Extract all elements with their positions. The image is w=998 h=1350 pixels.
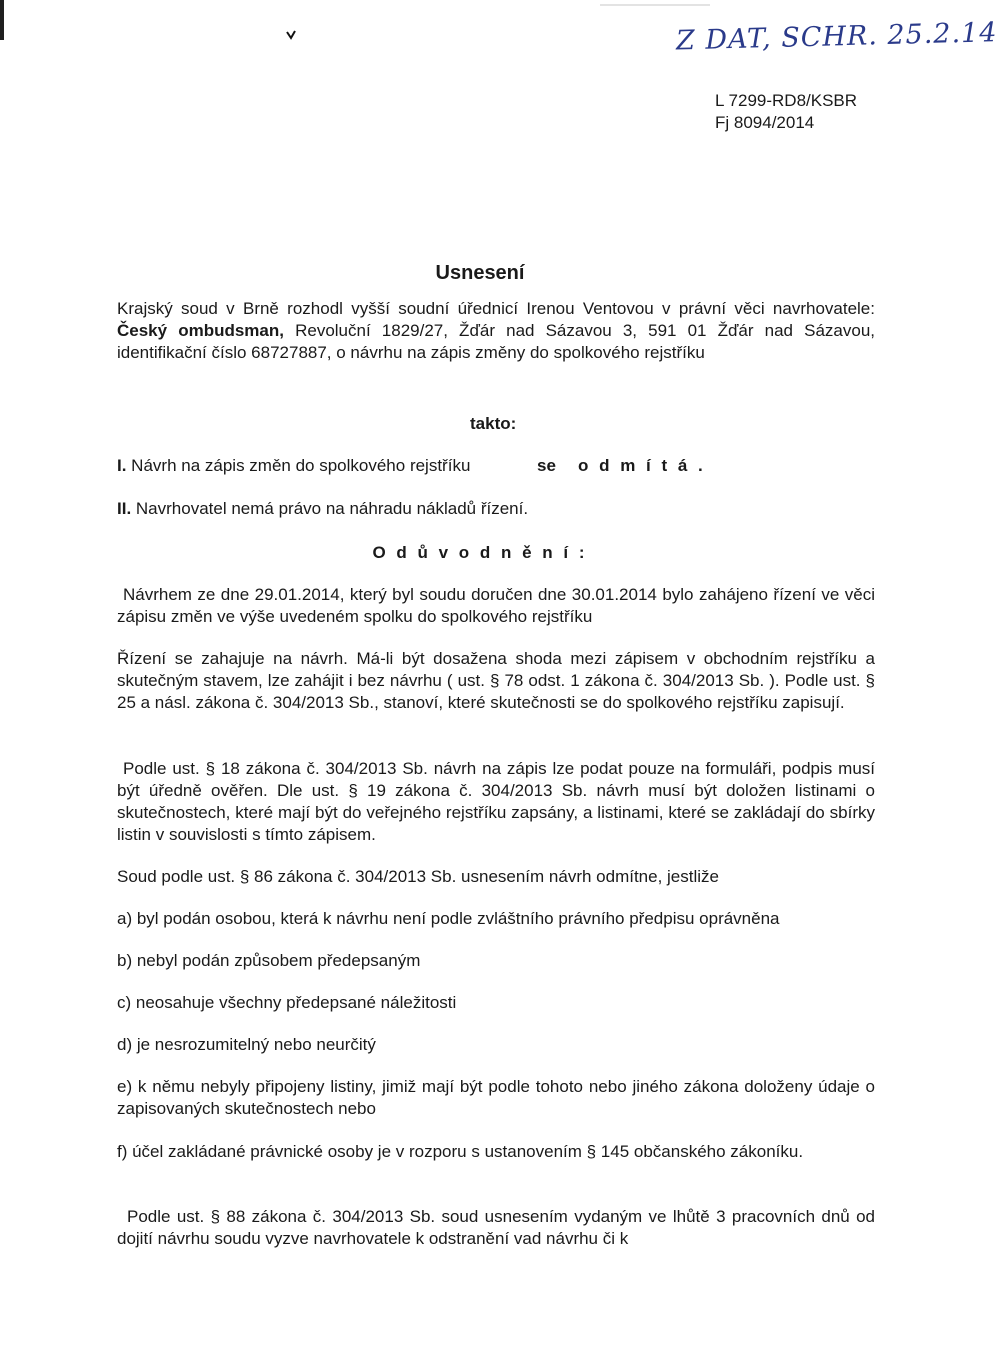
intro-paragraph [117,298,875,364]
verdict-1-text: Návrh na zápis změn do spolkového rejstříku [126,456,471,475]
verdict-1-se: se [537,456,556,475]
verdict-2-text: Navrhovatel nemá právo na náhradu nákladů řízení. [131,499,529,518]
applicant-name: Český ombudsman, [117,321,284,340]
reasoning-heading: O d ů v o d n ě n í : [372,543,588,562]
condition-d: d) je nesrozumitelný nebo neurčitý [117,1035,376,1054]
handwritten-note: Z DAT, SCHR. 25.2.14 [675,17,998,57]
takto-label: takto: [470,414,517,433]
scan-edge-mark [0,0,4,40]
reasoning-paragraph-2: Řízení se zahajuje na návrh. Má-li být dosažena shoda mezi zápisem v obchodním rejstříku a skutečným stavem, lze zahájit i bez návrhu ( ust. § 78 odst. 1 zákona č. 304/2013 Sb. ). Podle ust. § 25 a násl. zákona č. 304/2013 Sb., stanoví, které skutečnosti se do spolkového rejstříku zapisují. [117,649,875,712]
reasoning-paragraph-3: Podle ust. § 18 zákona č. 304/2013 Sb. návrh na zápis lze podat pouze na formuláři, podpis musí být úředně ověřen. Dle ust. § 19 zákona č. 304/2013 Sb. návrh musí být doložen listinami o skutečnostech, které mají být do veřejného rejstříku zapsány, a listinami, které se zakládají do sbírky listin v souvislosti s tímto zápisem. [117,759,875,844]
condition-b: b) nebyl podán způsobem předepsaným [117,951,421,970]
condition-c: c) neosahuje všechny předepsané náležitosti [117,993,457,1012]
file-reference: Fj 8094/2014 [715,113,815,132]
intro-text-start: Krajský soud v Brně rozhodl vyšší soudní úřednicí Irenou Ventovou v právní věci navrhovatele: [117,299,875,318]
stamp-mark-icon [286,30,296,40]
verdict-item-2 [117,499,528,519]
verdict-1-number: I. [117,456,127,475]
verdict-1-odmita: o d m í t á . [578,456,706,475]
reasoning-paragraph-4: Soud podle ust. § 86 zákona č. 304/2013 Sb. usnesením návrh odmítne, jestliže [117,867,719,886]
intro-text-end: Revoluční 1829/27, Žďár nad Sázavou 3, 591 01 Žďár nad Sázavou, identifikační číslo 68727887, o návrhu na zápis změny do spolkového rejstříku [117,321,875,362]
verdict-item-1 [117,456,470,476]
case-reference: L 7299-RD8/KSBR [715,91,858,110]
condition-a: a) byl podán osobou, která k návrhu není podle zvláštního právního předpisu oprávněna [117,909,780,928]
reasoning-paragraph-5: Podle ust. § 88 zákona č. 304/2013 Sb. soud usnesením vydaným ve lhůtě 3 pracovních dnů od dojití návrhu soudu vyzve navrhovatele k odstranění vad návrhu či k [117,1207,875,1248]
scan-artifact-line [600,4,710,6]
condition-f: f) účel zakládané právnické osoby je v rozporu s ustanovením § 145 občanského zákoníku. [117,1142,804,1161]
condition-e: e) k němu nebyly připojeny listiny, jimiž mají být podle tohoto nebo jiného zákona doloženy údaje o zapisovaných skutečnostech nebo [117,1077,875,1118]
verdict-2-number: II. [117,499,132,518]
reasoning-paragraph-1: Návrhem ze dne 29.01.2014, který byl soudu doručen dne 30.01.2014 bylo zahájeno řízení ve věci zápisu změn ve výše uvedeném spolku do spolkového rejstříku [117,585,875,626]
document-title: Usnesení [435,262,525,284]
